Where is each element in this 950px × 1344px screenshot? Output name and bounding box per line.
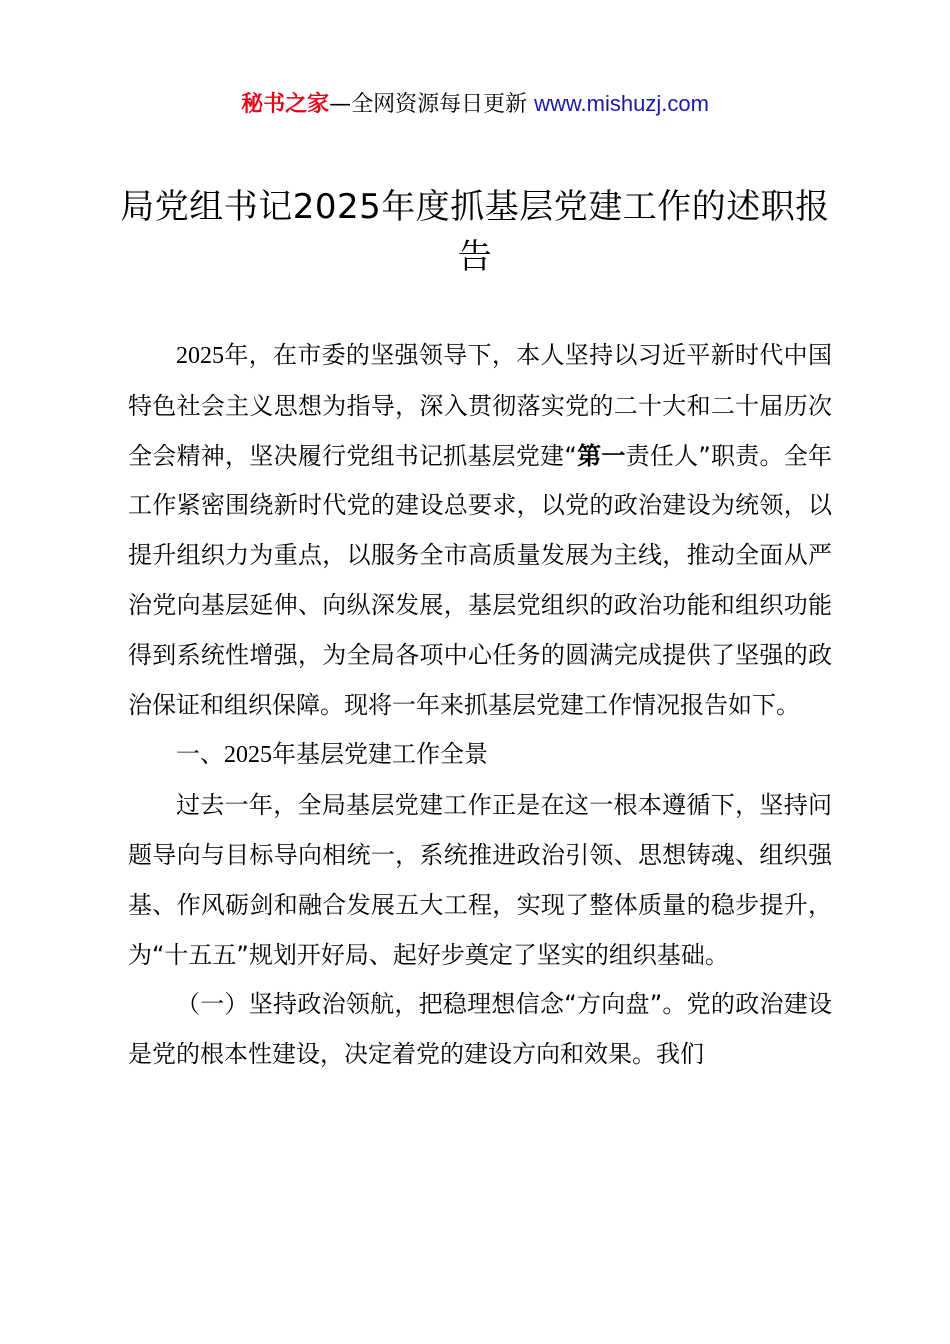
body-paragraph-2: 过去一年，全局基层党建工作正是在这一根本遵循下，坚持问题导向与目标导向相统一，系统推进政治引领、思想铸魂、组织强基、作风砺剑和融合发展五大工程，实现了整体质量的稳步提升，为“十五五”规划开好局、起好步奠定了坚实的组织基础。 xyxy=(128,791,832,969)
document-body xyxy=(128,331,832,1080)
section-heading-suffix: 年基层党建工作全景 xyxy=(272,740,488,769)
section-heading-1 xyxy=(128,730,832,781)
intro-text-b: 责任人”职责。全年工作紧密围绕新时代党的建设总要求，以党的政治建设为统领，以提升组织力为重点，以服务全市高质量发展为主线，推动全面从严治党向基层延伸、向纵深发展，基层党组织的政治功能和组织功能得到系统性增强，为全局各项中心任务的圆满完成提供了坚强的政治保证和组织保障。现将一年来抓基层党建工作情况报告如下。 xyxy=(128,441,833,719)
intro-paragraph xyxy=(128,331,832,730)
body-paragraph-3: （一）坚持政治领航，把稳理想信念“方向盘”。党的政治建设是党的根本性建设，决定着党的建设方向和效果。我们 xyxy=(128,990,832,1069)
site-header xyxy=(0,88,950,121)
section-heading-year: 2025 xyxy=(224,742,272,769)
site-url-link[interactable]: www.mishuzj.com xyxy=(534,91,709,116)
intro-text-a: 年，在市委的坚强领导下，本人坚持以习近平新时代中国特色社会主义思想为指导，深入贯彻落实党的二十大和二十届历次全会精神，坚决履行党组书记抓基层党建“ xyxy=(128,341,832,470)
header-tagline: —全网资源每日更新 xyxy=(329,92,535,117)
intro-year: 2025 xyxy=(176,343,224,369)
section-heading-prefix: 一、 xyxy=(176,740,224,769)
brand-name: 秘书之家 xyxy=(241,92,330,117)
document-title: 局党组书记2025年度抓基层党建工作的述职报告 xyxy=(120,187,830,277)
intro-bold-text: 第一 xyxy=(576,441,626,470)
